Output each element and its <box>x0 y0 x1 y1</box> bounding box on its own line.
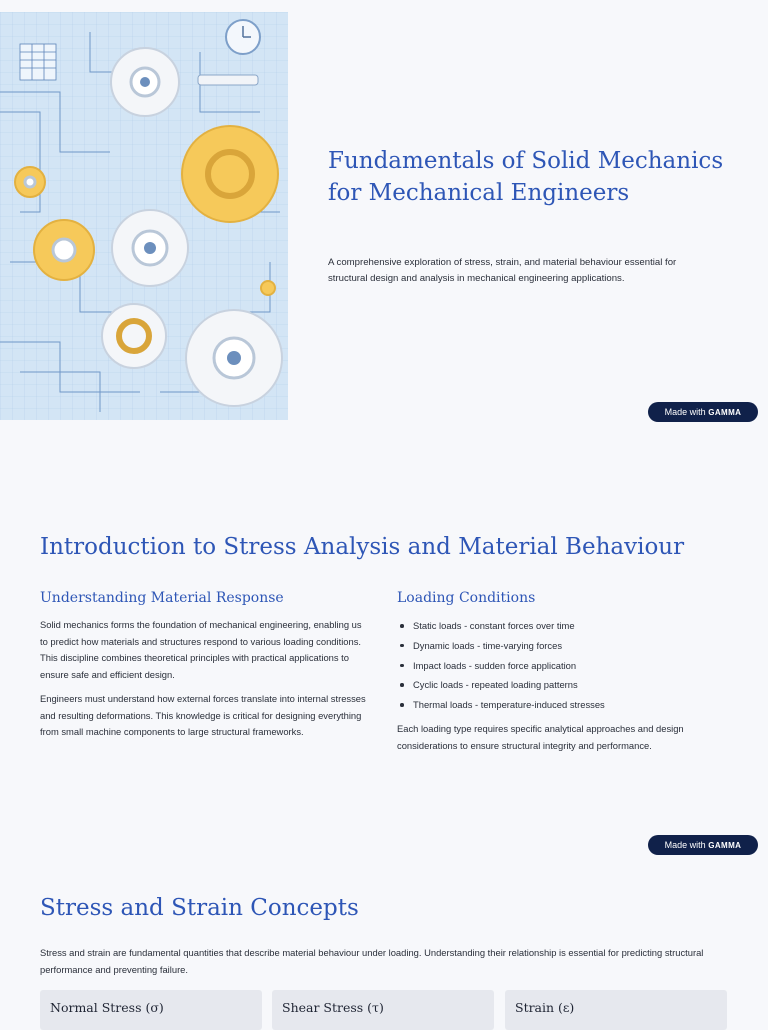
loading-conditions-paragraph: Each loading type requires specific analytical approaches and design considerations to ensure structural integrity and performance. <box>397 723 684 751</box>
list-item: Static loads - constant forces over time <box>397 617 605 637</box>
badge-prefix: Made with <box>664 840 706 850</box>
material-response-paragraph-2: Engineers must understand how external forces translate into internal stresses and resulting deformations. This knowledge is critical for designing everything from small machine components to large structural frameworks. <box>40 693 366 738</box>
stress-strain-heading: Stress and Strain Concepts <box>40 895 359 921</box>
list-item: Impact loads - sudden force application <box>397 657 605 677</box>
presentation-subtitle: A comprehensive exploration of stress, strain, and material behaviour essential for structural design and analysis in mechanical engineering applications. <box>328 257 677 284</box>
intro-heading: Introduction to Stress Analysis and Material Behaviour <box>40 534 685 560</box>
made-with-gamma-badge[interactable] <box>648 402 758 422</box>
gamma-logo: GAMMA <box>708 841 742 850</box>
gears-illustration-image <box>0 12 288 420</box>
card-title: Normal Stress (σ) <box>50 1000 164 1015</box>
material-response-paragraph-1: Solid mechanics forms the foundation of mechanical engineering, enabling us to predict how materials and structures respond to various loading conditions. This discipline combines theoretical principles with practical applications to ensure safe and efficient design. <box>40 619 362 680</box>
loading-conditions-heading: Loading Conditions <box>397 590 536 606</box>
card-title: Strain (ε) <box>515 1000 575 1015</box>
strain-card <box>505 990 727 1030</box>
list-item: Cyclic loads - repeated loading patterns <box>397 676 605 696</box>
title-slide <box>0 0 768 430</box>
material-response-heading: Understanding Material Response <box>40 590 284 606</box>
presentation-title: Fundamentals of Solid Mechanics for Mechanical Engineers <box>328 148 724 206</box>
badge-prefix: Made with <box>664 407 706 417</box>
list-item: Dynamic loads - time-varying forces <box>397 637 605 657</box>
card-title: Shear Stress (τ) <box>282 1000 384 1015</box>
gamma-logo: GAMMA <box>708 408 742 417</box>
loading-conditions-list <box>397 617 605 716</box>
list-item: Thermal loads - temperature-induced stresses <box>397 696 605 716</box>
shear-stress-card <box>272 990 494 1030</box>
normal-stress-card <box>40 990 262 1030</box>
stress-strain-intro: Stress and strain are fundamental quantities that describe material behaviour under loading. Understanding their relationship is essential for predicting structural performance and preventing failure. <box>40 947 704 975</box>
made-with-gamma-badge[interactable] <box>648 835 758 855</box>
